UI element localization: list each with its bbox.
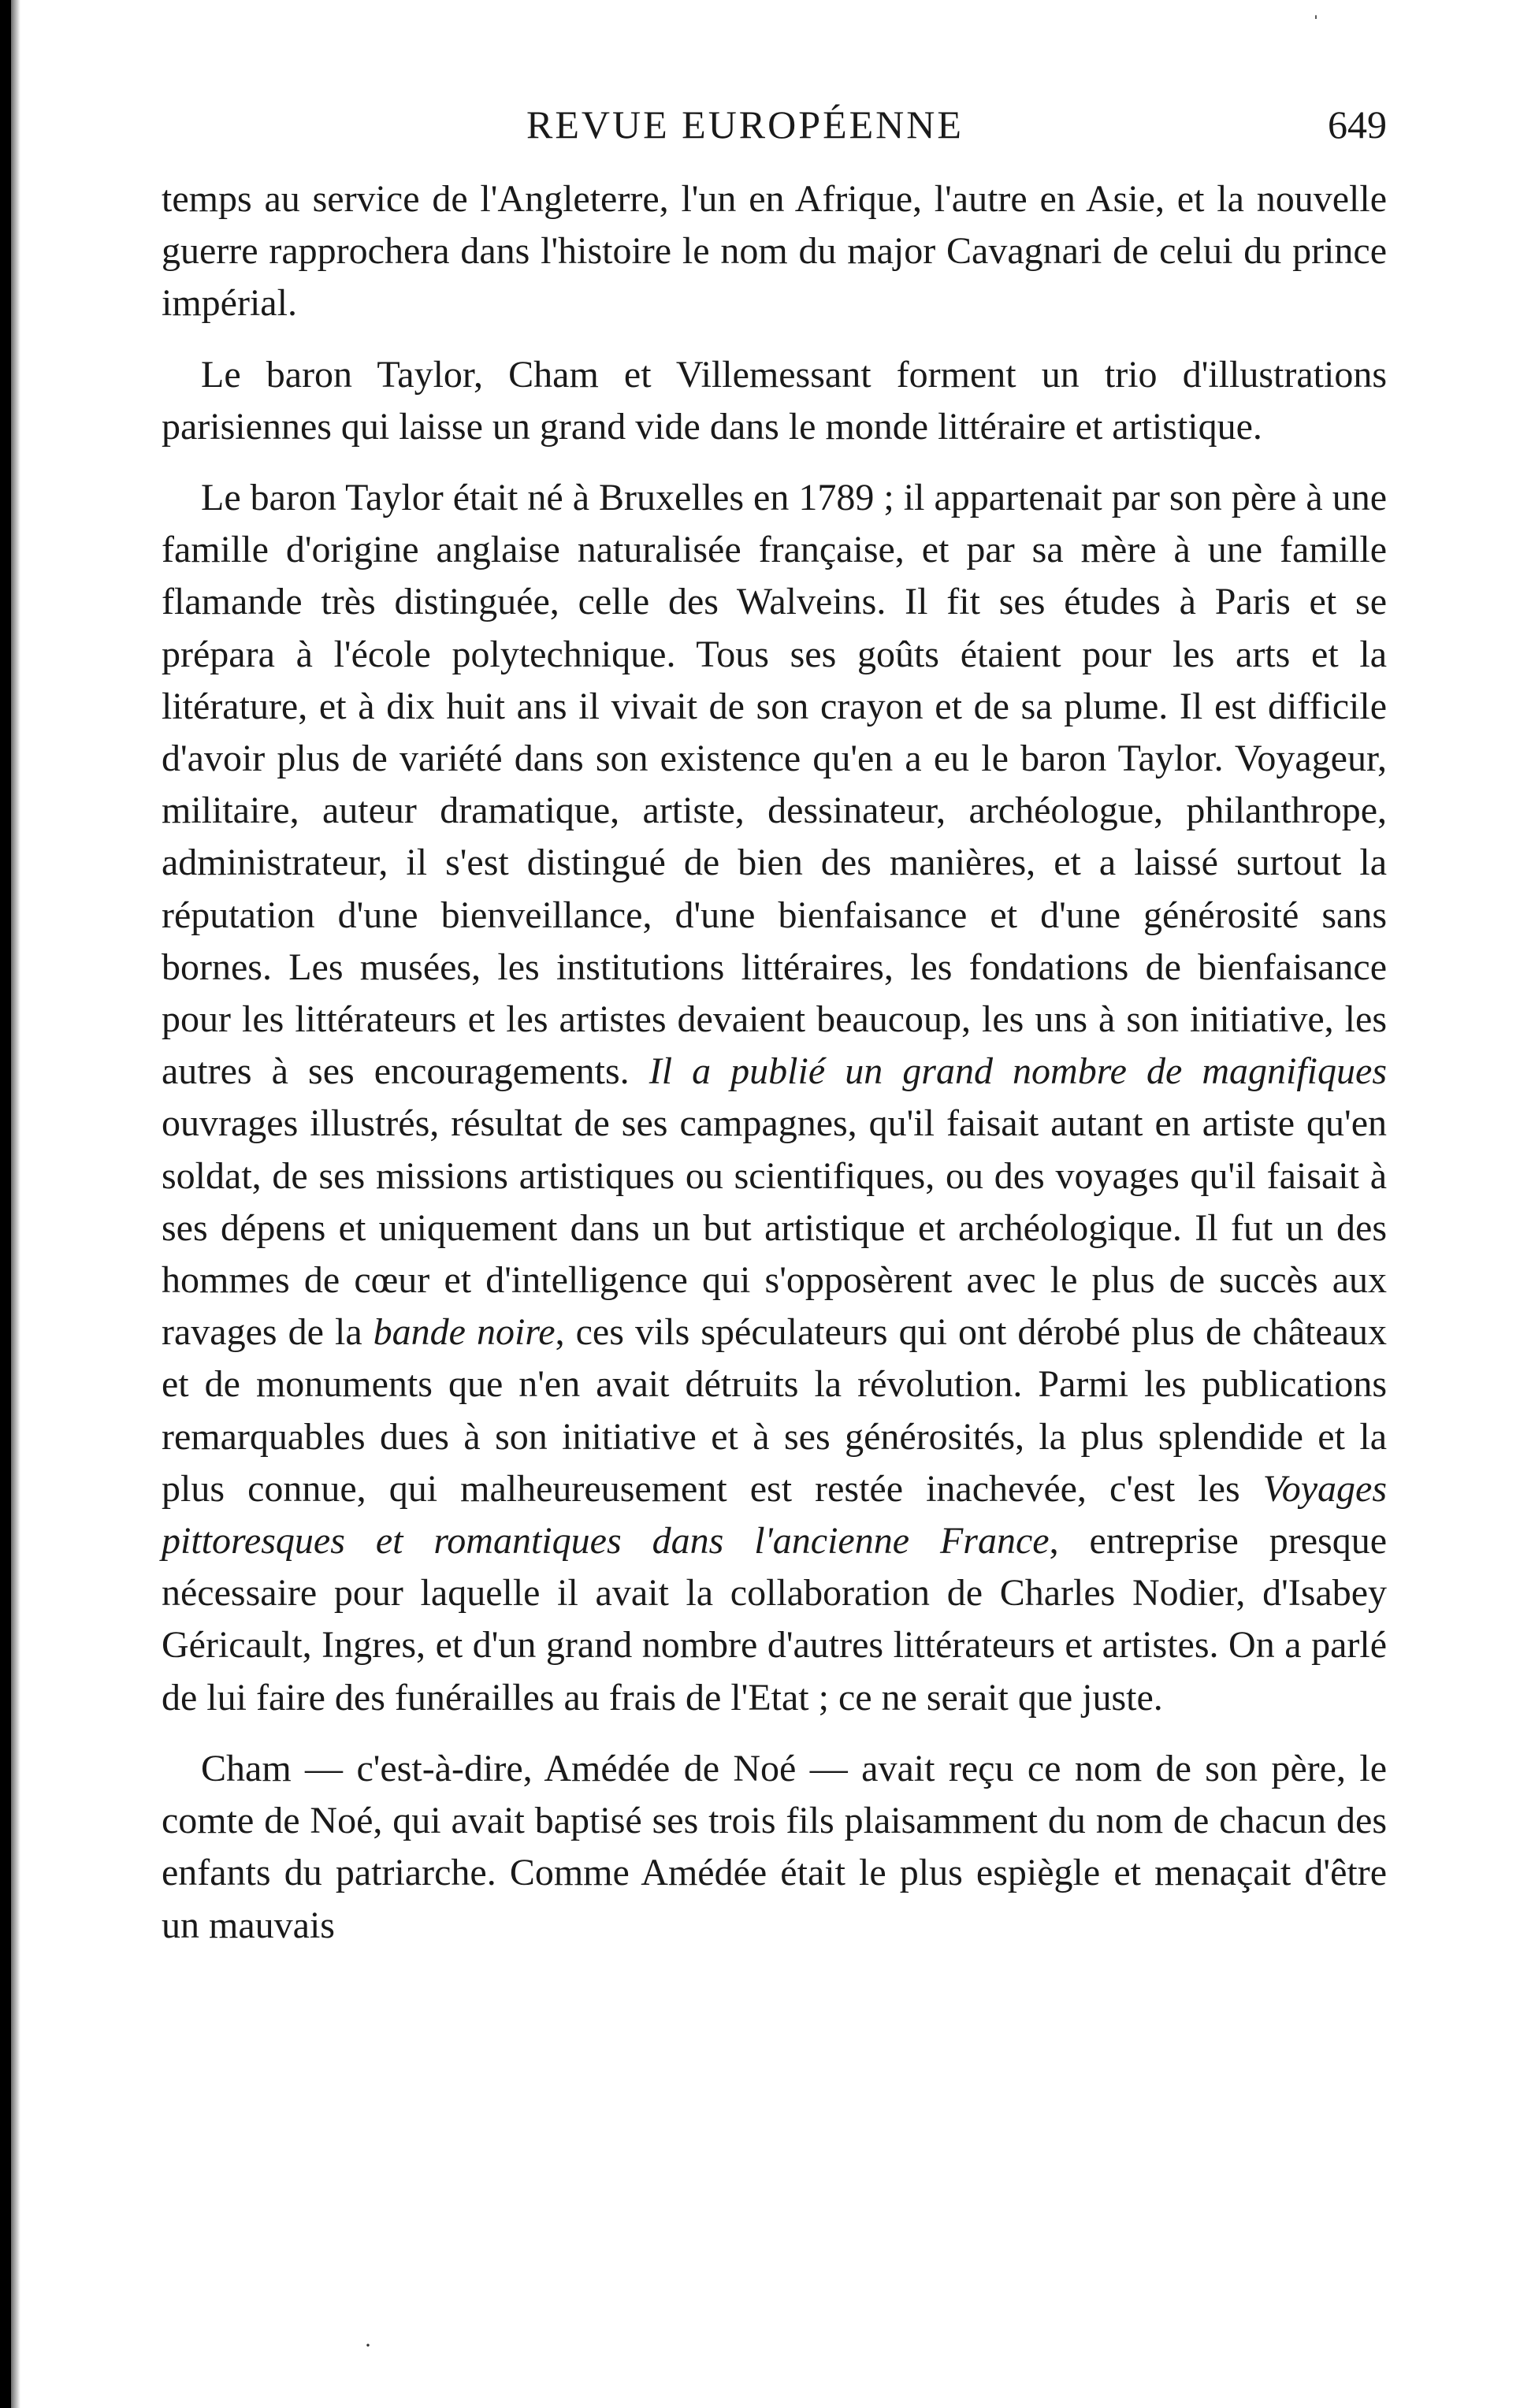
scan-speck: ·	[364, 2332, 372, 2358]
paragraph-3	[162, 472, 1387, 1724]
page-binding-shadow	[11, 0, 20, 2408]
scan-speck: ˈ	[1312, 11, 1320, 37]
paragraph-1	[162, 173, 1387, 330]
paragraph-2-text: Le baron Taylor, Cham et Villemessant forment un trio d'illustrations parisiennes qui laisse un grand vide dans le monde littéraire et artistique.	[162, 353, 1387, 448]
paragraph-3-italic-voyages-title: Voyages pittoresques et romantiques dans l'ancienne France	[162, 1467, 1387, 1563]
paragraph-3-text-d: , entreprise presque nécessaire pour laquelle il avait la collaboration de Charles Nodier, d'Isabey Géricault, Ingres, et d'un grand nombre d'autres littérateurs et artistes. On a parlé de lui faire des funérailles au frais de l'Etat ; ce ne serait que juste.	[162, 1520, 1388, 1719]
article-body	[162, 173, 1387, 1952]
paragraph-2	[162, 349, 1387, 453]
paragraph-4	[162, 1743, 1387, 1952]
running-header	[158, 101, 1387, 164]
paragraph-3-italic-a: Il a publié un grand nombre de magnifiques	[649, 1050, 1388, 1093]
journal-title: REVUE EUROPÉENNE	[526, 102, 964, 147]
paragraph-1-text: temps au service de l'Angleterre, l'un en Afrique, l'autre en Asie, et la nouvelle guerre rapprochera dans l'histoire le nom du major Cavagnari de celui du prince impérial.	[162, 178, 1387, 325]
paragraph-3-text-b: ouvrages illustrés, résultat de ses campagnes, qu'il faisait autant en artiste qu'en soldat, de ses missions artistiques ou scientifiques, ou des voyages qu'il faisait à ses dépens et uniquement dans un but artistique et archéologique. Il fut un des hommes de cœur et d'intelligence qui s'opposèrent avec le plus de succès aux ravages de la	[162, 1102, 1387, 1354]
paragraph-3-text-a: Le baron Taylor était né à Bruxelles en 1789 ; il appartenait par son père à une famille d'origine anglaise naturalisée française, et par sa mère à une famille flamande très distinguée, celle des Walveins. Il fit ses études à Paris et se prépara à l'école polytechnique. Tous ses goûts étaient pour les arts et la litérature, et à dix huit ans il vivait de son crayon et de sa plume. Il est difficile d'avoir plus de variété dans son existence qu'en a eu le baron Taylor. Voyageur, militaire, auteur dramatique, artiste, dessinateur, archéologue, philanthrope, administrateur, il s'est distingué de bien des manières, et a laissé surtout la réputation d'une bienveillance, d'une bienfaisance et d'une générosité sans bornes. Les musées, les institutions littéraires, les fondations de bienfaisance pour les littérateurs et les artistes devaient beaucoup, les uns à son initiative, les autres à ses encouragements.	[162, 477, 1387, 1093]
paragraph-3-italic-bande-noire: bande noire	[373, 1311, 556, 1354]
paragraph-3-text-c: , ces vils spéculateurs qui ont dérobé plus de châteaux et de monuments que n'en avait détruits la révolution. Parmi les publications remarquables dues à son initiative et à ses générosités, la plus splendide et la plus connue, qui malheureusement est restée inachevée, c'est les	[162, 1311, 1387, 1510]
page-binding-edge	[0, 0, 11, 2408]
paragraph-4-text: Cham — c'est-à-dire, Amédée de Noé — avait reçu ce nom de son père, le comte de Noé, qui avait baptisé ses trois fils plaisamment du nom de chacun des enfants du patriarche. Comme Amédée était le plus espiègle et menaçait d'être un mauvais	[162, 1747, 1387, 1946]
page-number: 649	[1328, 102, 1387, 147]
